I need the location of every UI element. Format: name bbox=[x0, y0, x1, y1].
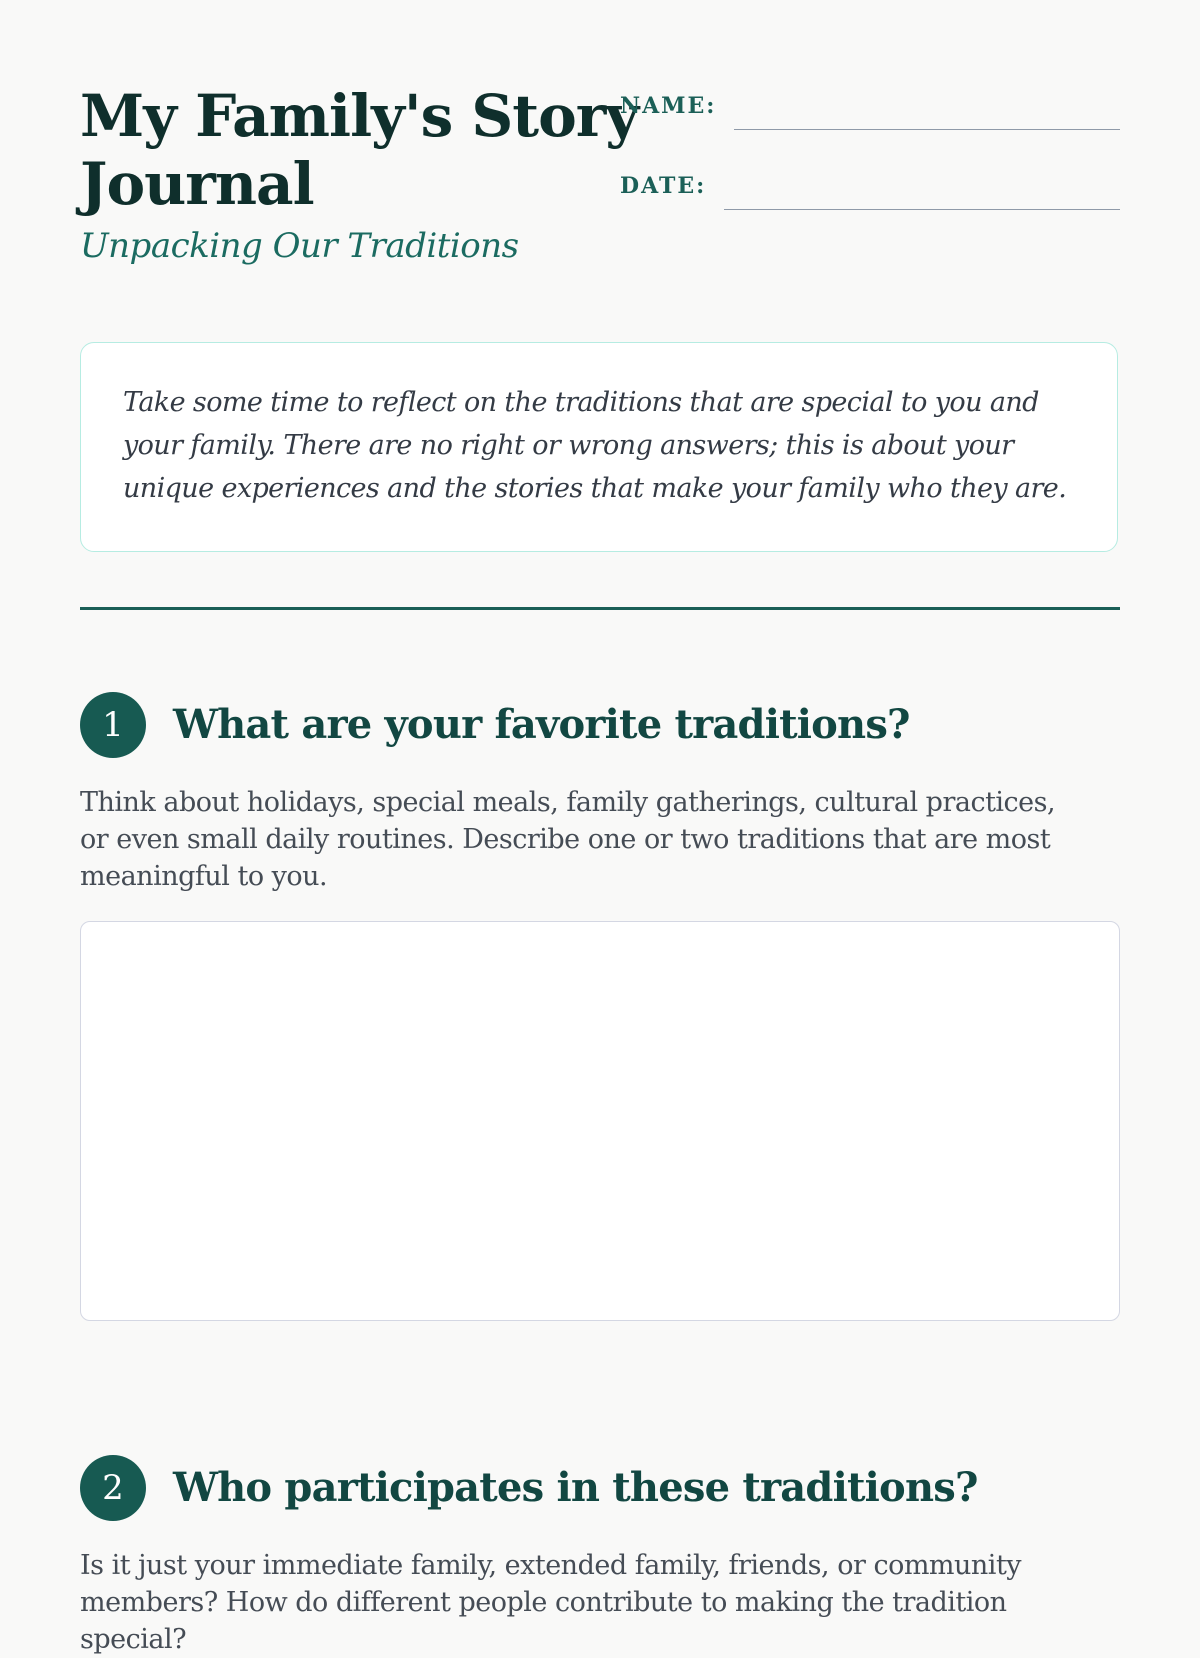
intro-box bbox=[80, 342, 1118, 552]
name-label: NAME: bbox=[620, 93, 717, 119]
journal-header bbox=[80, 82, 1120, 282]
date-label: DATE: bbox=[620, 173, 707, 199]
name-row bbox=[620, 89, 1120, 139]
question-1-answer-box[interactable] bbox=[80, 921, 1120, 1321]
question-1-description: Think about holidays, special meals, family gatherings, cultural practices, or even small daily routines. Describe one or two traditions that are most meaningful to you. bbox=[80, 787, 1056, 892]
section-divider bbox=[80, 607, 1120, 610]
student-info bbox=[620, 82, 1120, 222]
date-field[interactable] bbox=[724, 209, 1120, 210]
name-field[interactable] bbox=[734, 129, 1120, 130]
question-number-badge: 1 bbox=[80, 692, 146, 758]
page-subtitle: Unpacking Our Traditions bbox=[80, 226, 519, 266]
page-title: My Family's Story Journal bbox=[80, 82, 639, 218]
question-1-header bbox=[80, 692, 1120, 758]
date-row bbox=[620, 169, 1120, 219]
question-2-title: Who participates in these traditions? bbox=[173, 1464, 978, 1511]
question-2-header bbox=[80, 1455, 1120, 1521]
question-number-badge: 2 bbox=[80, 1455, 146, 1521]
question-2-description: Is it just your immediate family, extended family, friends, or community members? How do different people contribute to making the tradition special? bbox=[80, 1550, 1022, 1655]
question-1-title: What are your favorite traditions? bbox=[173, 701, 910, 748]
intro-text: Take some time to reflect on the traditions that are special to you and your family. There are no right or wrong answers; this is about your unique experiences and the stories that make your family who they are. bbox=[123, 387, 1067, 504]
